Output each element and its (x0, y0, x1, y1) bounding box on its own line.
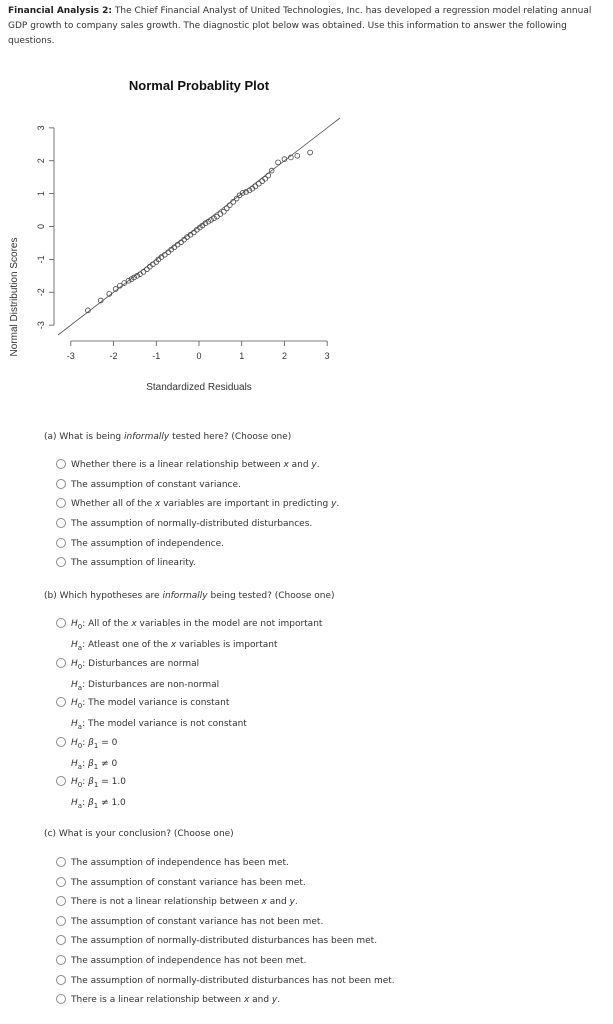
chart-title: Normal Probablity Plot (128, 78, 270, 93)
radio-button[interactable] (56, 538, 66, 548)
option-a-1[interactable]: Whether there is a linear relationship between x and y. (56, 459, 320, 473)
x-tick-label: -3 (66, 351, 75, 361)
option-a-5[interactable]: The assumption of independence. (56, 538, 224, 552)
option-a-6[interactable]: The assumption of linearity. (56, 557, 196, 571)
option-b-5[interactable]: $H_0$: $\beta_1 = 1.0$ $H_a$: $\beta_1 \ne 1.0$ (56, 776, 126, 806)
radio-button[interactable] (56, 877, 66, 887)
plot-marks (36, 118, 340, 361)
option-c-3[interactable]: There is not a linear relationship between x and y. (56, 896, 298, 910)
data-point (256, 181, 261, 186)
intro-bold: Financial Analysis 2: (8, 6, 113, 16)
option-a-3[interactable]: Whether all of the x variables are important in predicting y. (56, 498, 339, 512)
question-b-title: (b) Which hypotheses are informally being tested? (Choose one) (44, 591, 335, 601)
radio-button[interactable] (56, 975, 66, 985)
radio-button[interactable] (56, 916, 66, 926)
intro-text: The Chief Financial Analyst of United Technologies, Inc. has developed a regression model relating annual GDP growth to company sales growth. The diagnostic plot below was obtained. Use this information to answer the following questions. (8, 6, 592, 46)
x-tick-label: 1 (239, 351, 245, 361)
data-point (141, 269, 146, 274)
x-axis-label: Standardized Residuals (146, 382, 252, 393)
radio-button[interactable] (56, 896, 66, 906)
y-axis-label: Normal Distribution Scores (9, 237, 20, 357)
option-c-8[interactable]: There is a linear relationship between x and y. (56, 994, 280, 1008)
data-point (295, 153, 300, 158)
y-tick-label: 3 (36, 125, 46, 131)
radio-button[interactable] (56, 994, 66, 1004)
radio-button[interactable] (56, 737, 66, 747)
question-a-title: (a) What is being informally tested here? (Choose one) (44, 432, 292, 442)
radio-button[interactable] (56, 955, 66, 965)
normal-probability-plot (0, 70, 380, 410)
option-c-1[interactable]: The assumption of independence has been met. (56, 857, 289, 871)
y-tick-label: -1 (36, 255, 46, 264)
data-point (276, 160, 281, 165)
option-a-2[interactable]: The assumption of constant variance. (56, 479, 241, 493)
y-tick-label: 0 (36, 223, 46, 230)
y-tick-label: 1 (36, 191, 46, 197)
option-c-2[interactable]: The assumption of constant variance has been met. (56, 877, 306, 891)
x-tick-label: -1 (152, 351, 161, 361)
data-point (266, 173, 271, 178)
x-tick-label: 3 (324, 351, 330, 361)
intro-paragraph (8, 4, 608, 49)
radio-button[interactable] (56, 776, 66, 786)
plot-svg (0, 70, 380, 410)
y-tick-label: -3 (36, 321, 46, 330)
radio-button[interactable] (56, 498, 66, 508)
option-b-2[interactable]: $H_0$: Disturbances are normal $H_a$: Disturbances are non-normal (56, 658, 219, 688)
radio-button[interactable] (56, 658, 66, 668)
question-c-title: (c) What is your conclusion? (Choose one) (44, 829, 234, 839)
radio-button[interactable] (56, 459, 66, 469)
radio-button[interactable] (56, 857, 66, 867)
radio-button[interactable] (56, 935, 66, 945)
x-tick-label: -2 (109, 351, 118, 361)
option-a-4[interactable]: The assumption of normally-distributed disturbances. (56, 518, 312, 532)
option-b-3[interactable]: $H_0$: The model variance is constant $H_a$: The model variance is not constant (56, 697, 247, 727)
radio-button[interactable] (56, 518, 66, 528)
option-c-7[interactable]: The assumption of normally-distributed disturbances has not been met. (56, 975, 395, 989)
radio-button[interactable] (56, 697, 66, 707)
y-tick-label: -2 (36, 288, 46, 297)
option-b-1[interactable]: $H_0$: All of the x variables in the model are not important $H_a$: Atleast one of the x variables is important (56, 618, 322, 648)
radio-button[interactable] (56, 557, 66, 567)
option-c-6[interactable]: The assumption of independence has not been met. (56, 955, 306, 969)
y-tick-label: 2 (36, 158, 46, 164)
option-c-4[interactable]: The assumption of constant variance has not been met. (56, 916, 323, 930)
option-b-4[interactable]: $H_0$: $\beta_1 = 0$ $H_a$: $\beta_1 \ne 0$ (56, 737, 117, 767)
option-c-5[interactable]: The assumption of normally-distributed disturbances has been met. (56, 935, 377, 949)
x-tick-label: 2 (281, 351, 287, 361)
data-point (218, 212, 223, 217)
data-point (308, 150, 313, 155)
radio-button[interactable] (56, 618, 66, 628)
radio-button[interactable] (56, 479, 66, 489)
x-tick-label: 0 (196, 351, 202, 361)
data-point (144, 267, 149, 272)
